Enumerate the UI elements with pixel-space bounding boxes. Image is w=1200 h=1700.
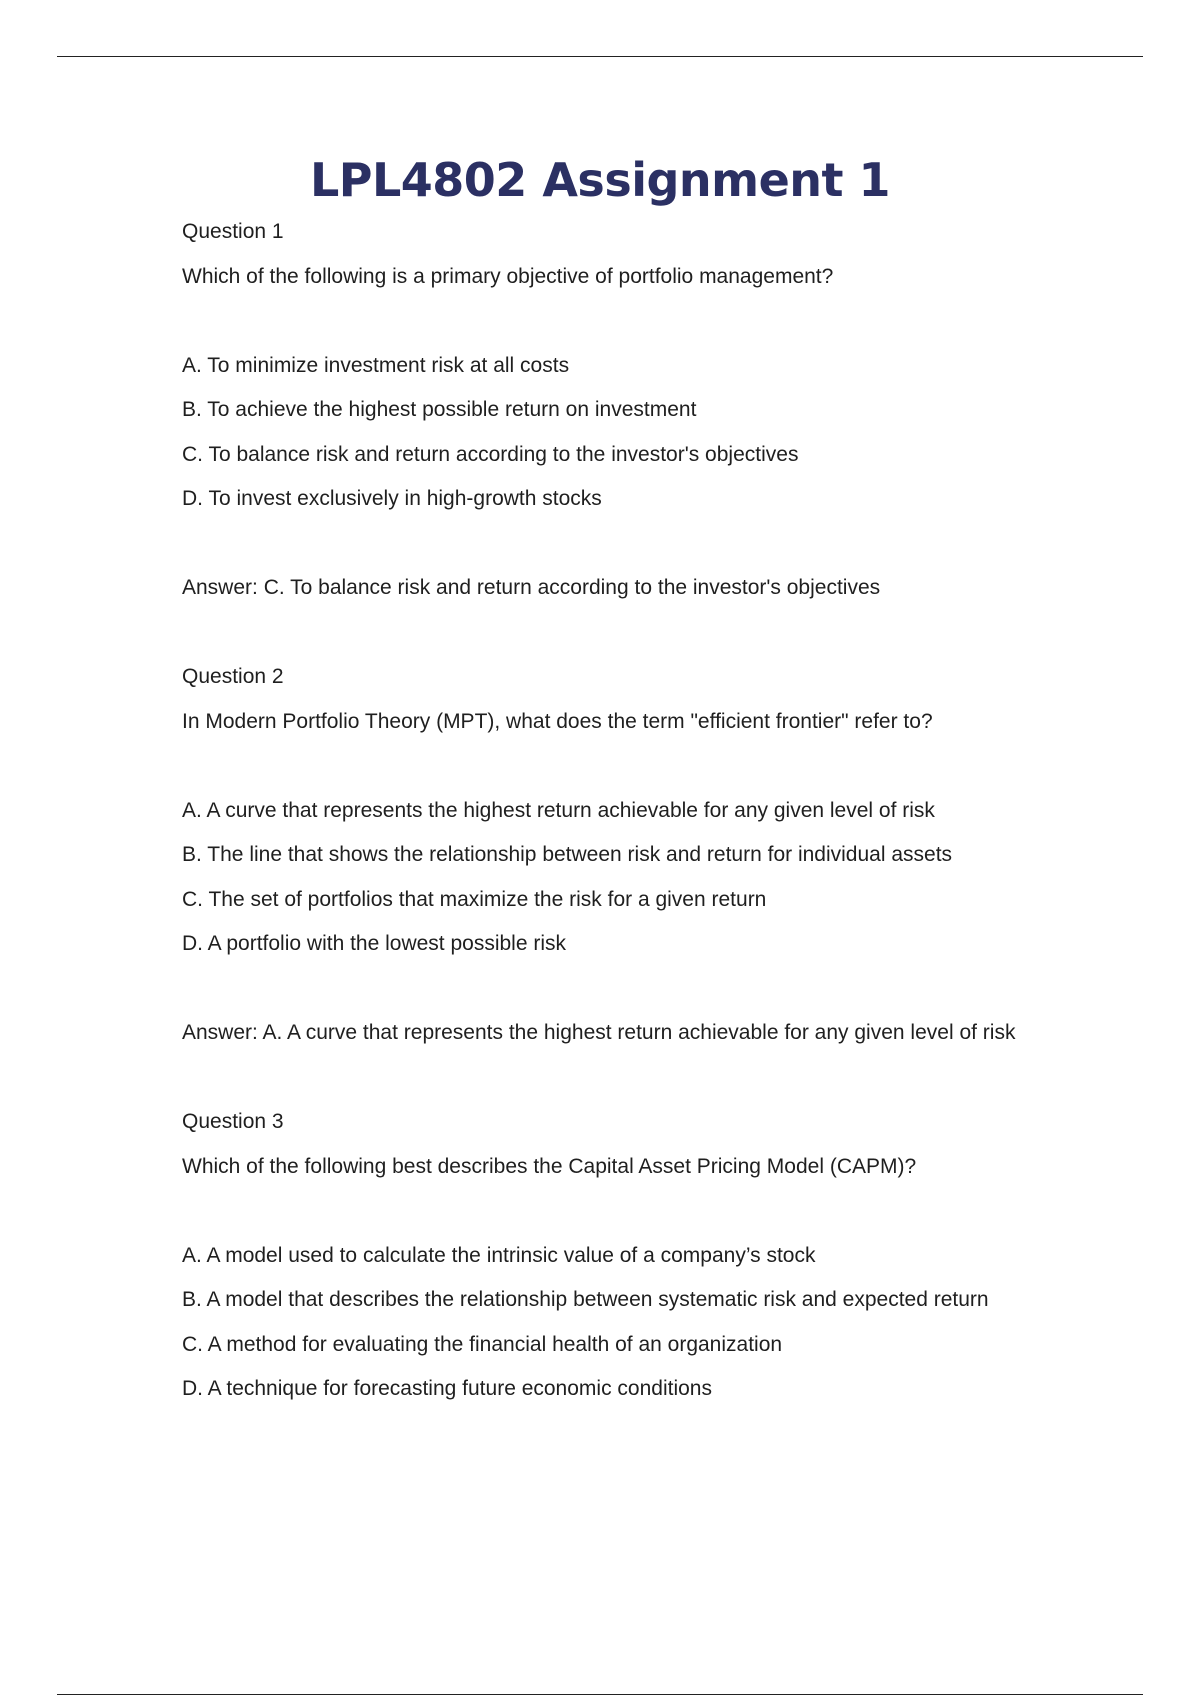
spacer	[182, 744, 1032, 789]
question-2-option-b: B. The line that shows the relationship between risk and return for individual assets	[182, 843, 953, 866]
spacer	[182, 611, 1032, 656]
question-2-option-c: C. The set of portfolios that maximize the risk for a given return	[182, 887, 767, 911]
spacer	[182, 1056, 1032, 1101]
question-1-option-d: D. To invest exclusively in high-growth stocks	[182, 487, 602, 510]
spacer	[182, 1189, 1032, 1234]
header-rule	[57, 56, 1143, 57]
question-1-label: Question 1	[182, 220, 284, 243]
question-2-answer: Answer: A. A curve that represents the highest return achievable for any given level of risk	[182, 1021, 1016, 1044]
question-1-option-b: B. To achieve the highest possible return on investment	[182, 398, 697, 421]
footer-rule	[57, 1694, 1143, 1695]
question-2-option-d: D. A portfolio with the lowest possible risk	[182, 932, 567, 955]
spacer	[182, 967, 1032, 1012]
spacer	[182, 299, 1032, 344]
question-1-prompt: Which of the following is a primary objective of portfolio management?	[182, 264, 834, 288]
question-1-option-c: C. To balance risk and return according to the investor's objectives	[182, 442, 799, 466]
question-3-option-b: B. A model that describes the relationship between systematic risk and expected return	[182, 1288, 989, 1311]
question-2-option-a: A. A curve that represents the highest return achievable for any given level of risk	[182, 798, 935, 822]
question-2-label: Question 2	[182, 665, 284, 688]
question-1-answer: Answer: C. To balance risk and return according to the investor's objectives	[182, 576, 881, 599]
question-2-prompt: In Modern Portfolio Theory (MPT), what does the term "efficient frontier" refer to?	[182, 709, 933, 733]
spacer	[182, 522, 1032, 567]
question-3-option-c: C. A method for evaluating the financial health of an organization	[182, 1332, 783, 1356]
question-3-label: Question 3	[182, 1110, 284, 1133]
document-title: LPL4802 Assignment 1	[309, 153, 891, 207]
document-body	[182, 210, 1032, 1412]
question-3-option-d: D. A technique for forecasting future economic conditions	[182, 1377, 712, 1400]
question-3-prompt: Which of the following best describes the Capital Asset Pricing Model (CAPM)?	[182, 1154, 917, 1178]
question-1-option-a: A. To minimize investment risk at all costs	[182, 353, 570, 377]
question-3-option-a: A. A model used to calculate the intrinsic value of a company’s stock	[182, 1243, 816, 1267]
